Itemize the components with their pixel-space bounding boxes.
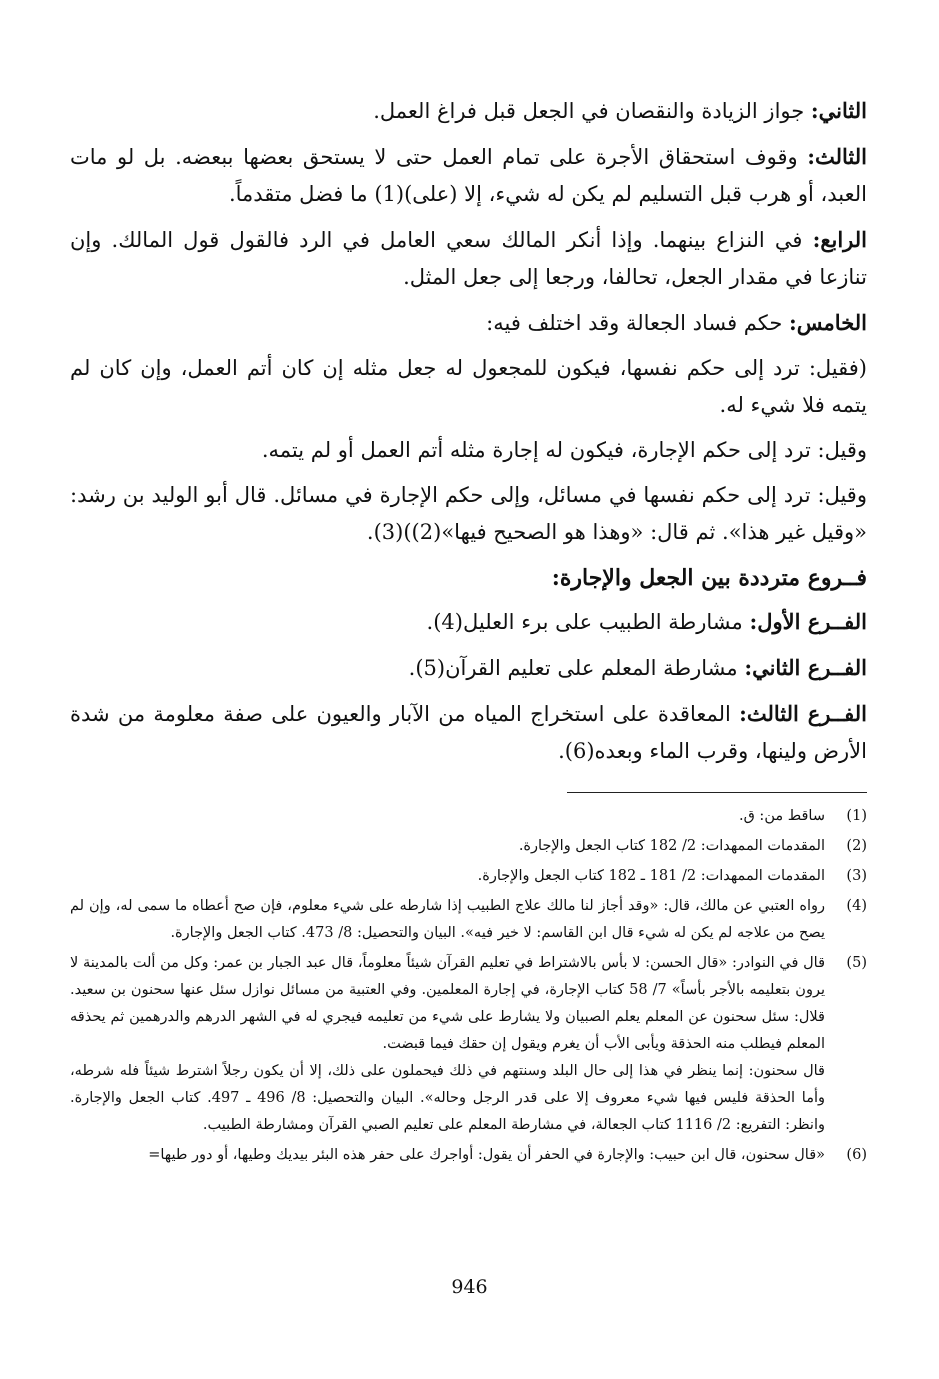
paragraph-second-opinion: وقيل: ترد إلى حكم الإجارة، فيكون له إجارة مثله أتم العمل أو لم يتمه. (261, 438, 867, 462)
footnote-number: (3) (846, 868, 867, 884)
footnote-number: (2) (846, 838, 867, 854)
paragraph-text: جواز الزيادة والنقصان في الجعل قبل فراغ العمل. (373, 99, 811, 123)
footnote (70, 893, 867, 947)
branch-text: مشارطة الطبيب على برء العليل(4). (426, 610, 750, 634)
footnote-text: ساقط من: ق. (738, 808, 825, 824)
paragraph-text: في النزاع بينهما. وإذا أنكر المالك سعي العامل في الرد فالقول قول المالك. وإن تنازعا في مقدار الجعل، تحالفا، ورجعا إلى جعل المثل. (70, 228, 867, 289)
paragraph-first-opinion: (فقيل: ترد إلى حكم نفسها، فيكون للمجعول له جعل مثله إن كان أتم العمل، وإن كان لم يتمه فلا شيء له. (70, 356, 867, 417)
footnote-number: (6) (846, 1147, 867, 1163)
footnote-text: المقدمات الممهدات: 2/ 182 كتاب الجعل والإجارة. (518, 838, 825, 854)
paragraph-text: حكم فساد الجعالة وقد اختلف فيه: (486, 311, 790, 335)
branch-second (70, 649, 867, 687)
paragraph-third-opinion: وقيل: ترد إلى حكم نفسها في مسائل، وإلى حكم الإجارة في مسائل. قال أبو الوليد بن رشد: «وقيل غير هذا». ثم قال: «وهذا هو الصحيح فيها»(2))(3). (70, 483, 867, 544)
footnote-paragraph: قال في النوادر: «قال الحسن: لا بأس بالاشتراط في تعليم القرآن شيئاً معلوماً، قال عبد الجبار بن عمر: وكل من ألت بالمدينة لا يرون بتعليمه بالأجر بأساً» 7/ 58 كتاب الإجارة، في إجارة المعلمين. وفي العتبية من مسائل نوازل سئل عنها سحنون بن سعيد. قلال: سئل سحنون عن المعلم يعلم الصبيان ولا يشارط على شيء من تعليمه فيجري له في الشهر الدرهم والدرهمين ثم يحذقه المعلم فيطلب منه الحذقة ويأبى الأب أن يغرم ويقول إن حقك فيما قبضت. (70, 955, 825, 1052)
footnote-text (70, 950, 825, 1139)
footnote (70, 803, 867, 830)
paragraph-fifth (70, 304, 867, 342)
footnotes (70, 803, 867, 1169)
branch-lead: الفــرع الثاني: (744, 655, 867, 680)
footnote-separator (567, 792, 867, 793)
paragraph-second (70, 92, 867, 130)
branch-lead: الفــرع الأول: (749, 609, 867, 634)
paragraph-lead: الثاني: (810, 98, 867, 123)
footnote (70, 863, 867, 890)
footnote-text: المقدمات الممهدات: 2/ 181 ـ 182 كتاب الجعل والإجارة. (477, 868, 825, 884)
footnote (70, 950, 867, 1139)
footnote-paragraph: قال سحنون: إنما ينظر في هذا إلى حال البلد وسنتهم في ذلك فيحملون على ذلك، إلا أن يكون رجلاً اشترط شيئاً فله شرطه، وأما الحذقة فليس فيها شيء معروف إلا على قدر الرجل وحاله». البيان والتحصيل: 8/ 496 ـ 497. كتاب الجعل والإجارة. وانظر: التفريع: 2/ 1116 كتاب الجعالة، في مشارطة المعلم على تعليم الصبي القرآن ومشارطة الطبيب. (70, 1063, 825, 1133)
footnote-number: (5) (846, 955, 867, 971)
footnote-number: (1) (846, 808, 867, 824)
branch-first (70, 603, 867, 641)
footnote (70, 1142, 867, 1169)
paragraph-third (70, 138, 867, 213)
branch-text: المعاقدة على استخراج المياه من الآبار والعيون على صفة معلومة من شدة الأرض ولينها، وقرب الماء وبعده(6). (70, 702, 867, 763)
paragraph-lead: الثالث: (807, 144, 867, 169)
branch-third (70, 695, 867, 770)
page-number: 946 (451, 1276, 488, 1298)
paragraph-lead: الرابع: (812, 227, 867, 252)
footnote-text: «قال سحنون، قال ابن حبيب: والإجارة في الحفر أن يقول: أواجرك على حفر هذه البئر بيديك وطيها، أو دور طيها= (148, 1147, 825, 1163)
footnote (70, 833, 867, 860)
main-text (70, 92, 867, 770)
footnote-number: (4) (846, 898, 867, 914)
footnote-text: رواه العتبي عن مالك، قال: «وقد أجاز لنا مالك علاج الطبيب إذا شارطه على شيء معلوم، فإن صح أعطاه ما سمى له، وإن لم يصح من علاجه لم يكن له شيء قال ابن القاسم: لا خير فيه». البيان والتحصيل: 8/ 473. كتاب الجعل والإجارة. (70, 898, 825, 941)
section-heading: فــروع مترددة بين الجعل والإجارة: (551, 565, 867, 591)
paragraph-text: وقوف استحقاق الأجرة على تمام العمل حتى لا يستحق بعضها ببعضه. بل لو مات العبد، أو هرب قبل التسليم لم يكن له شيء، إلا (على)(1) ما فضل متقدماً. (70, 145, 867, 206)
paragraph-lead: الخامس: (789, 310, 867, 335)
branch-lead: الفــرع الثالث: (739, 701, 867, 726)
branch-text: مشارطة المعلم على تعليم القرآن(5). (408, 656, 745, 680)
paragraph-fourth (70, 221, 867, 296)
